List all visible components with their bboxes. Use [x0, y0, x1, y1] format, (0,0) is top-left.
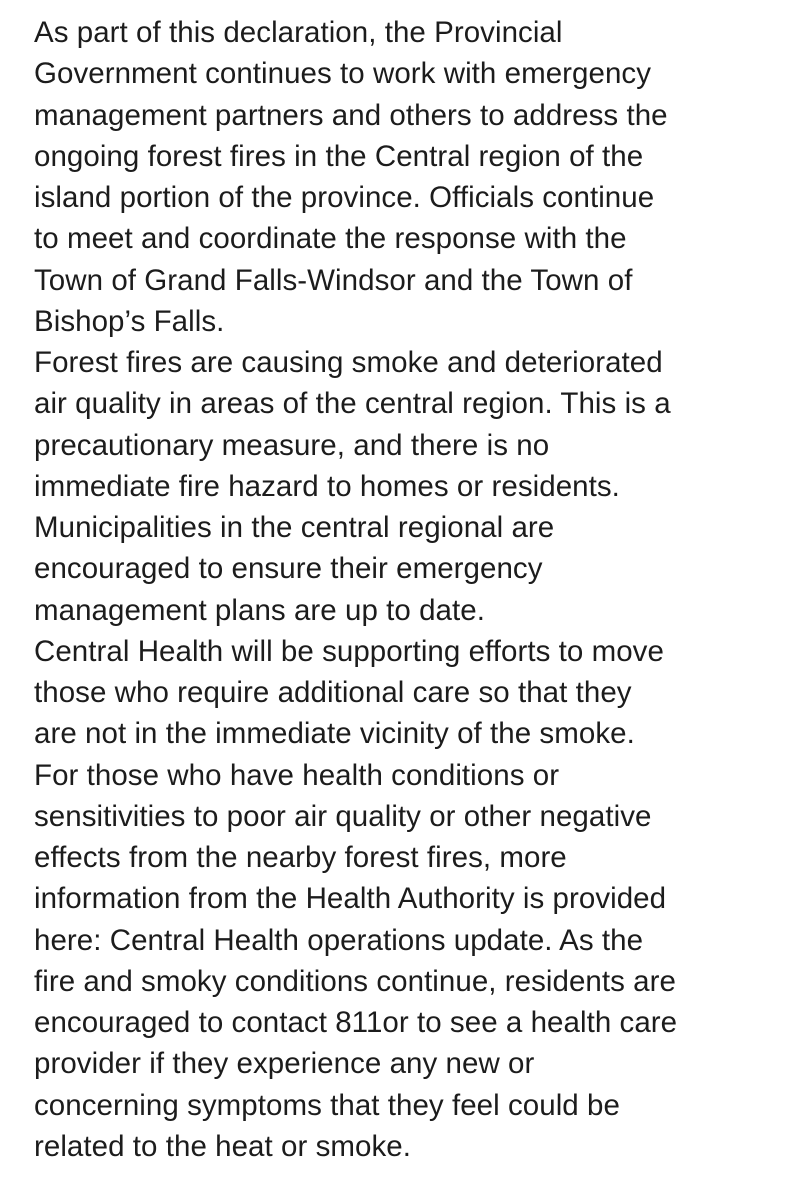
text-line: As part of this declaration, the Provincial: [34, 16, 563, 49]
text-line: provider if they experience any new or: [34, 1047, 535, 1081]
text-line: sensitivities to poor air quality or other negative: [34, 799, 652, 833]
text-line: island portion of the province. Officials continue: [34, 181, 655, 214]
text-line: to meet and coordinate the response with the: [34, 222, 627, 256]
text-line: Town of Grand Falls-Windsor and the Town of: [34, 263, 633, 297]
text-line: ongoing forest fires in the Central region of the: [34, 139, 644, 173]
text-line: encouraged to contact 811or to see a health care: [34, 1006, 678, 1039]
text-line: Bishop’s Falls.: [34, 304, 225, 338]
text-line: immediate fire hazard to homes or residents.: [34, 469, 620, 503]
text-line: encouraged to ensure their emergency: [34, 552, 543, 586]
text-line: effects from the nearby forest fires, more: [34, 841, 567, 874]
text-line: management partners and others to address the: [34, 98, 668, 132]
text-line: related to the heat or smoke.: [34, 1129, 411, 1163]
text-line: precautionary measure, and there is no: [34, 428, 550, 462]
paragraph-central-health: [34, 631, 789, 1167]
text-line: For those who have health conditions or: [34, 758, 560, 792]
text-line: Government continues to work with emergency: [34, 57, 652, 91]
text-line: those who require additional care so that they: [34, 676, 632, 709]
paragraph-air-quality: [34, 342, 789, 507]
text-line: fire and smoky conditions continue, residents are: [34, 964, 676, 998]
paragraph-municipalities: [34, 507, 789, 631]
text-line: here: Central Health operations update. As the: [34, 923, 644, 957]
text-line: air quality in areas of the central region. This is a: [34, 387, 671, 421]
text-line: concerning symptoms that they feel could be: [34, 1088, 620, 1122]
text-line: Central Health will be supporting efforts to move: [34, 634, 664, 668]
text-line: Municipalities in the central regional are: [34, 511, 555, 544]
paragraph-declaration: [34, 12, 789, 342]
text-line: are not in the immediate vicinity of the smoke.: [34, 717, 635, 751]
text-line: management plans are up to date.: [34, 593, 485, 627]
text-line: information from the Health Authority is provided: [34, 882, 667, 916]
text-line: Forest fires are causing smoke and deteriorated: [34, 346, 663, 379]
